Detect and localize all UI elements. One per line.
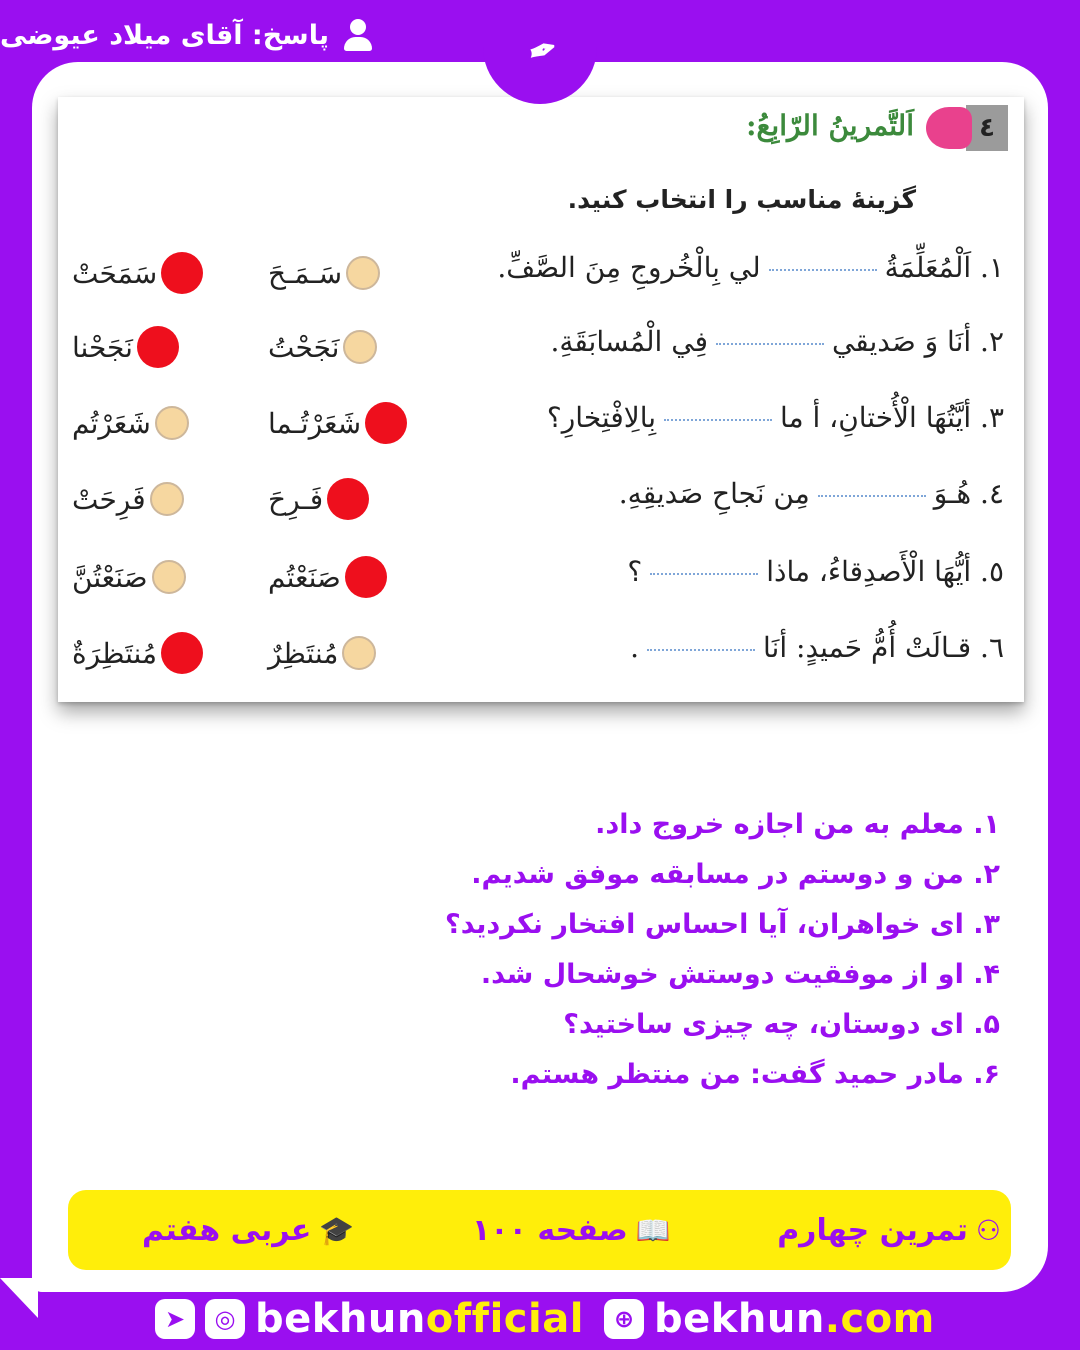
answer-blank: [769, 269, 877, 271]
option-a[interactable]: صَنَعْتُم: [268, 553, 387, 601]
answer-blank: [716, 343, 824, 345]
option-a[interactable]: فَـرِحَ: [268, 475, 369, 523]
website-link[interactable]: ⊕ bekhun.com: [604, 1294, 935, 1344]
answer-blank: [647, 649, 755, 651]
option-a[interactable]: شَعَرْتُـما: [268, 399, 407, 447]
option-b[interactable]: فَرِحَتْ: [72, 475, 184, 523]
answer-item: ۶. مادر حمید گفت: من منتظر هستم.: [510, 1059, 1000, 1090]
option-a[interactable]: نَجَحْتُ: [268, 323, 377, 371]
answer-item: ٣. ای خواهران، آیا احساس افتخار نکردید؟: [445, 909, 1000, 940]
answer-blank: [650, 573, 758, 575]
question-row: [58, 625, 1024, 685]
answer-blank: [664, 419, 772, 421]
social-link[interactable]: ➤ ◎ bekhunofficial: [155, 1294, 584, 1344]
option-b[interactable]: مُنتَظِرَةٌ: [72, 629, 203, 677]
graduation-cap-icon: 🎓: [319, 1213, 355, 1247]
radio-bubble[interactable]: [155, 406, 189, 440]
exercise-title: اَلتَّمرینُ الرّابِعُ:: [746, 109, 914, 142]
question-text: ١. اَلْمُعَلِّمَةُلي بِالْخُروجِ مِنَ الصَّفِّ.: [497, 251, 1004, 284]
user-icon: [341, 18, 375, 52]
question-text: ٢. أنَا وَ صَديقيفِي الْمُسابَقَةِ.: [550, 325, 1004, 358]
question-row: [58, 549, 1024, 609]
question-row: [58, 319, 1024, 379]
option-a[interactable]: سَـمَـحَ: [268, 249, 380, 297]
option-b[interactable]: نَجَحْنا: [72, 323, 179, 371]
option-b[interactable]: صَنَعْتُنَّ: [72, 553, 186, 601]
answer-author: پاسخ: آقای میلاد عیوضی: [0, 19, 329, 51]
radio-bubble[interactable]: [161, 632, 203, 674]
radio-bubble[interactable]: [346, 256, 380, 290]
radio-bubble[interactable]: [137, 326, 179, 368]
answer-blank: [818, 495, 926, 497]
exercise-info: ⚇ تمرین چهارم: [777, 1212, 1001, 1248]
radio-bubble[interactable]: [343, 330, 377, 364]
exercise-instruction: گزینهٔ مناسب را انتخاب کنید.: [567, 185, 916, 214]
question-text: ٤. هُـوَمِن نَجاحِ صَديقِهِ.: [618, 477, 1004, 510]
radio-bubble[interactable]: [342, 636, 376, 670]
option-b[interactable]: شَعَرْتُم: [72, 399, 189, 447]
page-info: 📖 صفحه ۱۰۰: [472, 1212, 671, 1248]
flag-icon: [926, 107, 972, 149]
question-text: ٣. أيَّتُهَا الْأُختانِ، أ مابِالِافْتِخارِ؟: [546, 401, 1004, 434]
answer-item: ۵. ای دوستان، چه چیزی ساختید؟: [563, 1009, 1000, 1040]
open-book-icon: 📖: [635, 1213, 671, 1247]
radio-bubble[interactable]: [152, 560, 186, 594]
answer-list: [445, 800, 1000, 1100]
question-row: [58, 471, 1024, 531]
radio-bubble[interactable]: [327, 478, 369, 520]
answer-item: ٢. من و دوستم در مسابقه موفق شدیم.: [471, 859, 1000, 890]
textbook-excerpt: [58, 97, 1024, 702]
question-text: ٥. أيُّهَا الْأَصدِقاءُ، ماذا؟: [627, 555, 1004, 588]
answer-item: ١. معلم به من اجازه خروج داد.: [595, 809, 1000, 840]
subject-info: 🎓 عربی هفتم: [142, 1212, 355, 1248]
instagram-icon[interactable]: ◎: [205, 1299, 245, 1339]
book-pen-icon: ✒: [520, 28, 560, 76]
radio-bubble[interactable]: [150, 482, 184, 516]
teacher-icon: ⚇: [975, 1213, 1001, 1247]
radio-bubble[interactable]: [345, 556, 387, 598]
question-text: ٦. قـالَتْ أُمُّ حَميدٍ: أنَا.: [630, 631, 1004, 664]
radio-bubble[interactable]: [365, 402, 407, 444]
globe-icon[interactable]: ⊕: [604, 1299, 644, 1339]
option-b[interactable]: سَمَحَتْ: [72, 249, 203, 297]
info-bar: [68, 1190, 1011, 1270]
question-row: [58, 395, 1024, 455]
bottom-links: [0, 1290, 1080, 1350]
exercise-number: ٤: [966, 105, 1008, 151]
radio-bubble[interactable]: [161, 252, 203, 294]
telegram-icon[interactable]: ➤: [155, 1299, 195, 1339]
answer-item: ۴. او از موفقیت دوستش خوشحال شد.: [480, 959, 1000, 990]
question-row: [58, 245, 1024, 305]
option-a[interactable]: مُنتَظِرٌ: [268, 629, 376, 677]
